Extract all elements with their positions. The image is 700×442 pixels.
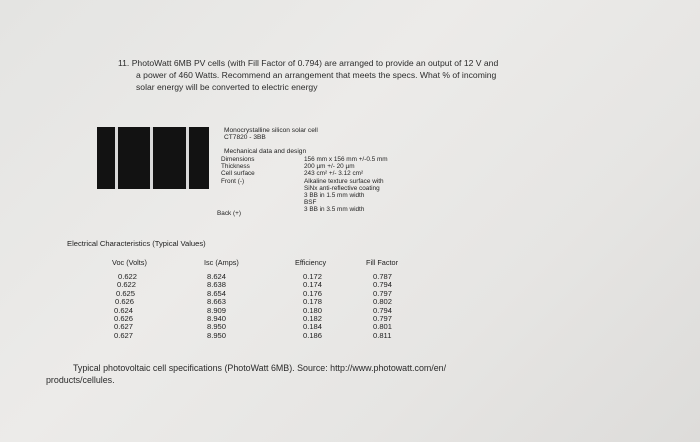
- fill-factor-value: 0.797: [373, 288, 393, 298]
- efficiency-value: 0.180: [303, 305, 323, 315]
- fill-factor-value: 0.794: [373, 280, 393, 290]
- fill-factor-value: 0.794: [373, 305, 393, 315]
- isc-column: [207, 273, 226, 340]
- spec-label: Thickness: [221, 163, 250, 171]
- spec-label: Front (-): [221, 177, 245, 185]
- efficiency-value: 0.186: [303, 330, 323, 340]
- spec-label: Cell surface: [221, 170, 255, 178]
- voc-value: 0.624: [114, 305, 134, 315]
- voc-value: 0.626: [115, 297, 135, 307]
- caption-line: Typical photovoltaic cell specifications (PhotoWatt 6MB). Source: http://www.photowatt.com/en/: [73, 363, 447, 373]
- isc-value: 8.663: [207, 297, 227, 307]
- spec-value: 156 mm x 156 mm +/-0.5 mm: [304, 156, 388, 163]
- spec-values: [304, 156, 388, 214]
- header-efficiency: Efficiency: [295, 258, 327, 267]
- spec-label: Dimensions: [221, 156, 255, 163]
- efficiency-value: 0.182: [303, 314, 323, 324]
- isc-value: 8.624: [207, 272, 227, 281]
- question-line: a power of 460 Watts. Recommend an arrangement that meets the specs. What % of incoming: [136, 70, 497, 80]
- spec-value: Alkaline texture surface with: [304, 177, 384, 185]
- busbar: [186, 127, 189, 189]
- isc-value: 8.638: [207, 280, 227, 290]
- voc-value: 0.622: [117, 280, 137, 290]
- spec-value: 243 cm² +/- 3.12 cm²: [304, 170, 364, 178]
- efficiency-value: 0.184: [303, 322, 323, 332]
- efficiency-value: 0.176: [303, 288, 323, 298]
- caption-line: products/cellules.: [46, 375, 115, 385]
- fill-factor-value: 0.802: [373, 297, 393, 307]
- voc-value: 0.627: [114, 322, 134, 332]
- spec-labels: [221, 156, 255, 185]
- isc-value: 8.654: [207, 288, 227, 298]
- voc-column: [114, 273, 137, 340]
- header-voc: Voc (Volts): [112, 258, 147, 267]
- spec-value: BSF: [304, 199, 317, 207]
- voc-value: 0.627: [114, 330, 134, 340]
- mech-title: Mechanical data and design: [224, 148, 307, 155]
- cell-type: Monocrystalline silicon solar cell: [224, 127, 318, 134]
- back-label: Back (+): [217, 210, 241, 217]
- fill-factor-value: 0.811: [373, 330, 392, 340]
- solar-cell-image: [97, 127, 209, 189]
- voc-value: 0.626: [114, 314, 134, 324]
- question-line: 11. PhotoWatt 6MB PV cells (with Fill Factor of 0.794) are arranged to provide an output of 12 V and: [118, 58, 499, 68]
- fill-factor-value: 0.797: [373, 314, 393, 324]
- isc-value: 8.950: [207, 322, 227, 332]
- voc-value: 0.625: [116, 288, 136, 298]
- fill-factor-column: [373, 273, 392, 340]
- isc-value: 8.940: [207, 314, 227, 324]
- spec-value: 3 BB in 1.5 mm width: [304, 192, 365, 200]
- fill-factor-value: 0.801: [373, 322, 393, 332]
- cell-model: CT7820 - 3BB: [224, 134, 266, 141]
- efficiency-value: 0.172: [303, 272, 323, 281]
- figure-caption: [46, 362, 446, 386]
- voc-value: 0.622: [118, 272, 138, 281]
- fill-factor-value: 0.787: [373, 272, 393, 281]
- busbar: [115, 127, 118, 189]
- isc-value: 8.950: [207, 330, 227, 340]
- busbar: [150, 127, 153, 189]
- spec-value: SiNx anti-reflective coating: [304, 184, 380, 192]
- efficiency-value: 0.178: [303, 297, 323, 307]
- spec-value: 3 BB in 3.5 mm width: [304, 206, 365, 214]
- question-text: [118, 57, 498, 93]
- question-line: solar energy will be converted to electric energy: [136, 82, 318, 92]
- spec-value: 200 µm +/- 20 µm: [304, 163, 355, 171]
- efficiency-column: [303, 273, 322, 340]
- isc-value: 8.909: [207, 305, 227, 315]
- header-fill-factor: Fill Factor: [366, 258, 399, 267]
- electrical-title: Electrical Characteristics (Typical Values): [67, 239, 206, 248]
- efficiency-value: 0.174: [303, 280, 323, 290]
- header-isc: Isc (Amps): [204, 258, 239, 267]
